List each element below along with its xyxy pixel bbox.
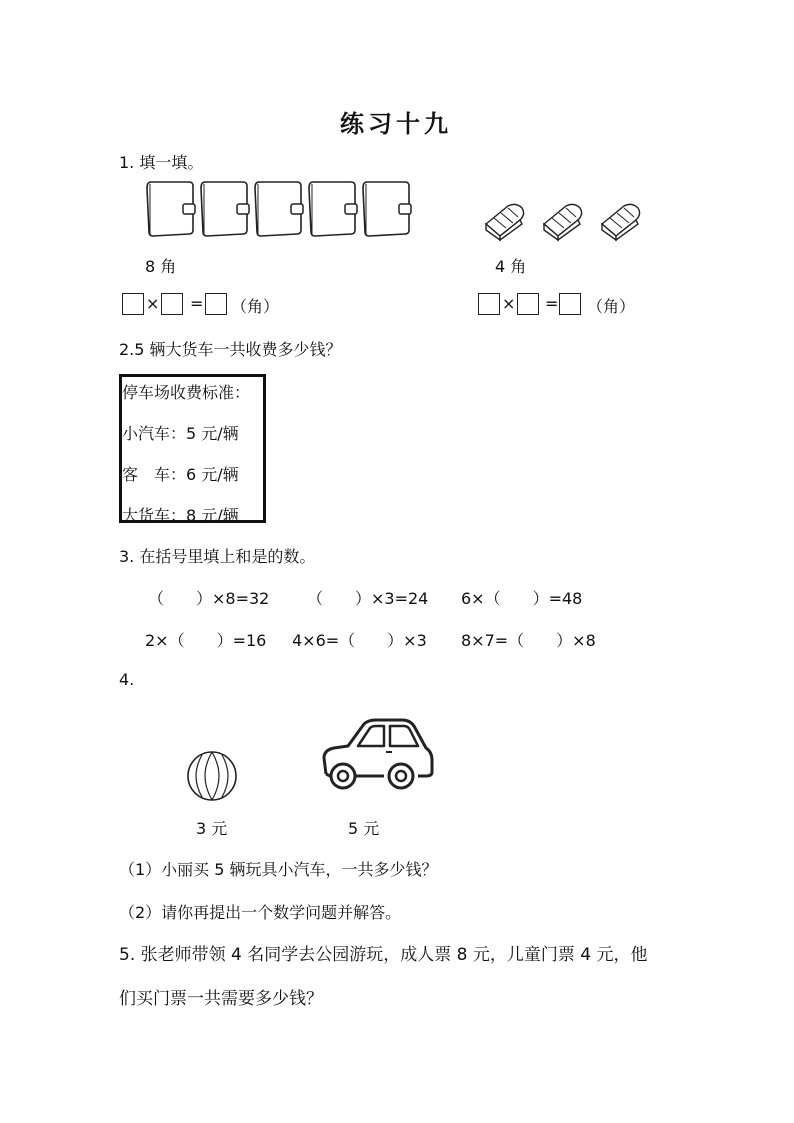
equals-sign: = bbox=[190, 294, 204, 313]
question-3-label: 3. 在括号里填上和是的数。 bbox=[119, 547, 316, 566]
equation-item: （ ）×3=24 bbox=[307, 589, 429, 608]
equation-item: 2×（ ）=16 bbox=[145, 631, 267, 650]
eraser-icon bbox=[484, 200, 528, 240]
wallet-icon bbox=[307, 180, 359, 238]
table-row: 大货车：8 元/辆 bbox=[122, 506, 239, 525]
question-1-label: 1. 填一填。 bbox=[119, 153, 204, 172]
equals-sign: = bbox=[545, 294, 559, 313]
equation-item: （ ）×8=32 bbox=[148, 589, 270, 608]
answer-box[interactable] bbox=[122, 293, 144, 315]
unit-label: （角） bbox=[231, 297, 280, 316]
car-price-label: 5 元 bbox=[348, 819, 380, 838]
unit-label: （角） bbox=[587, 297, 636, 316]
question-4-sub2: （2）请你再提出一个数学问题并解答。 bbox=[119, 903, 402, 922]
table-row: 小汽车：5 元/辆 bbox=[122, 424, 239, 443]
equation-item: 6×（ ）=48 bbox=[461, 589, 583, 608]
equation-item: 4×6=（ ）×3 bbox=[292, 631, 427, 650]
times-sign: × bbox=[146, 294, 160, 313]
wallet-price-label: 8 角 bbox=[145, 257, 177, 276]
ball-icon bbox=[186, 750, 238, 802]
times-sign: × bbox=[502, 294, 516, 313]
question-5-line2: 们买门票一共需要多少钱？ bbox=[119, 989, 323, 1009]
table-heading: 停车场收费标准： bbox=[122, 383, 251, 402]
answer-box[interactable] bbox=[161, 293, 183, 315]
answer-box[interactable] bbox=[478, 293, 500, 315]
answer-box[interactable] bbox=[205, 293, 227, 315]
equation-item: 8×7=（ ）×8 bbox=[461, 631, 596, 650]
wallet-icon bbox=[145, 180, 197, 238]
ball-price-label: 3 元 bbox=[196, 819, 228, 838]
question-2-label: 2.5 辆大货车一共收费多少钱？ bbox=[119, 340, 342, 359]
table-row: 客 车：6 元/辆 bbox=[122, 465, 239, 484]
question-4-label: 4. bbox=[119, 670, 135, 689]
wallet-icon bbox=[199, 180, 251, 238]
question-5-line1: 5. 张老师带领 4 名同学去公园游玩，成人票 8 元，儿童门票 4 元，他 bbox=[119, 945, 648, 965]
answer-box[interactable] bbox=[517, 293, 539, 315]
eraser-icon bbox=[600, 200, 644, 240]
eraser-price-label: 4 角 bbox=[495, 257, 527, 276]
eraser-icon bbox=[542, 200, 586, 240]
wallet-icon bbox=[361, 180, 413, 238]
answer-box[interactable] bbox=[559, 293, 581, 315]
toy-car-icon bbox=[320, 716, 436, 792]
page-title: 练习十九 bbox=[340, 110, 452, 138]
parking-fee-table bbox=[119, 374, 266, 523]
question-4-sub1: （1）小丽买 5 辆玩具小汽车，一共多少钱？ bbox=[119, 860, 438, 879]
wallet-icon bbox=[253, 180, 305, 238]
